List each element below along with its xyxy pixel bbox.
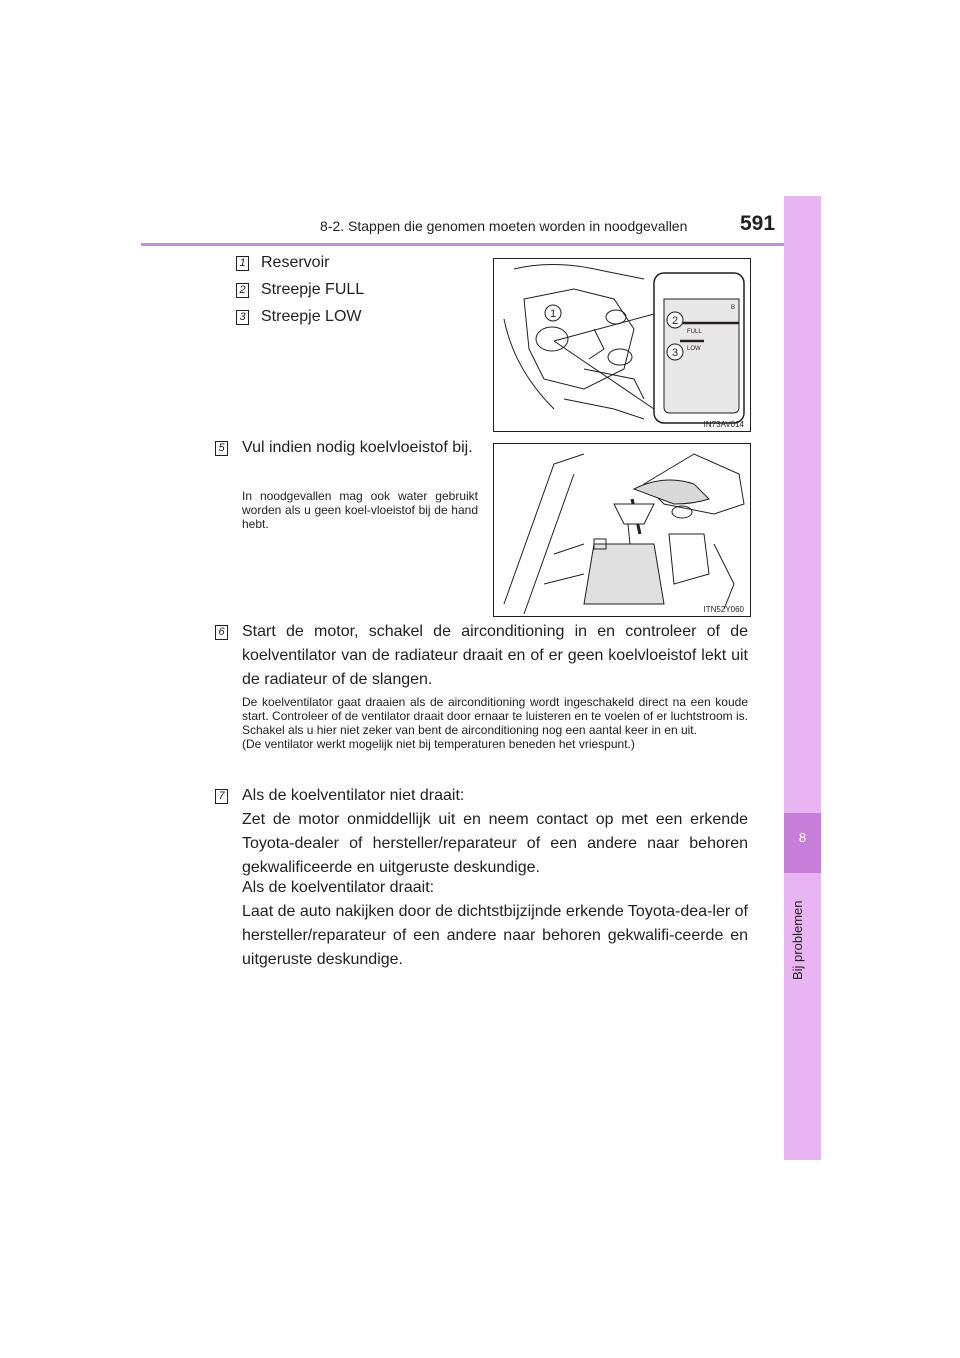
step-7-body-running: Laat de auto nakijken door de dichtstbijzijnde erkende Toyota-dea-ler of hersteller/reparateur of een andere naar behoren gekwalifi-ceerde en uitgeruste deskundige. bbox=[242, 903, 748, 968]
page-number: 591 bbox=[740, 212, 776, 235]
legend-label-low: Streepje LOW bbox=[261, 308, 362, 325]
chapter-number: 8 bbox=[798, 830, 807, 845]
step-marker-5: 5 bbox=[215, 441, 228, 456]
legend-label-reservoir: Reservoir bbox=[261, 254, 330, 271]
step-5-text: Vul indien nodig koelvloeistof bij. bbox=[242, 439, 473, 456]
section-header: 8-2. Stappen die genomen moeten worden in noodgevallen bbox=[320, 218, 688, 234]
step-7-heading-running: Als de koelventilator draait: bbox=[242, 879, 435, 896]
header-divider bbox=[141, 243, 821, 246]
legend-marker-3: 3 bbox=[236, 310, 249, 325]
engine-bay-drawing bbox=[494, 259, 750, 431]
legend-label-full: Streepje FULL bbox=[261, 281, 365, 298]
legend-marker-1: 1 bbox=[236, 256, 249, 271]
chapter-title: Bij problemen bbox=[790, 900, 805, 980]
step-6-note-freezing: (De ventilator werkt mogelijk niet bij temperaturen beneden het vriespunt.) bbox=[242, 737, 635, 751]
step-5-note: In noodgevallen mag ook water gebruikt worden als u geen koel-vloeistof bij de hand hebt. bbox=[242, 489, 478, 531]
low-mark-label: LOW bbox=[687, 346, 701, 352]
coolant-pouring-illustration bbox=[493, 443, 751, 617]
step-6-note: De koelventilator gaat draaien als de airconditioning wordt ingeschakeld direct na een koude start. Controleer of de ventilator draait door ernaar te luisteren en te voelen of er luchtstroom is. Schakel als u hier niet zeker van bent de airconditioning nog een aantal keer in en uit. bbox=[242, 695, 748, 737]
step-marker-6: 6 bbox=[215, 625, 228, 640]
reservoir-illustration bbox=[493, 258, 751, 432]
figure-code-2: ITN52Y060 bbox=[703, 605, 744, 614]
figure-callout-3: 3 bbox=[671, 347, 679, 359]
coolant-refill-drawing bbox=[494, 444, 750, 616]
figure-code-1: IN73AV014 bbox=[703, 420, 744, 429]
full-mark-label: FULL bbox=[687, 329, 702, 335]
step-marker-7: 7 bbox=[215, 789, 228, 804]
legend-marker-2: 2 bbox=[236, 283, 249, 298]
chapter-side-tab bbox=[784, 196, 821, 1160]
figure-callout-2: 2 bbox=[671, 315, 679, 327]
step-7-heading-not-running: Als de koelventilator niet draait: bbox=[242, 787, 465, 804]
cap-letter: B bbox=[731, 305, 736, 311]
step-6-text: Start de motor, schakel de airconditioning in en controleer of de koelventilator van de radiateur draait en of er geen koelvloeistof lekt uit de radiateur of de slangen. bbox=[242, 623, 748, 688]
step-7-body-not-running: Zet de motor onmiddellijk uit en neem contact op met een erkende Toyota-dealer of hersteller/reparateur of een andere naar behoren gekwalificeerde en uitgeruste deskundige. bbox=[242, 811, 748, 876]
figure-callout-1: 1 bbox=[549, 308, 557, 320]
